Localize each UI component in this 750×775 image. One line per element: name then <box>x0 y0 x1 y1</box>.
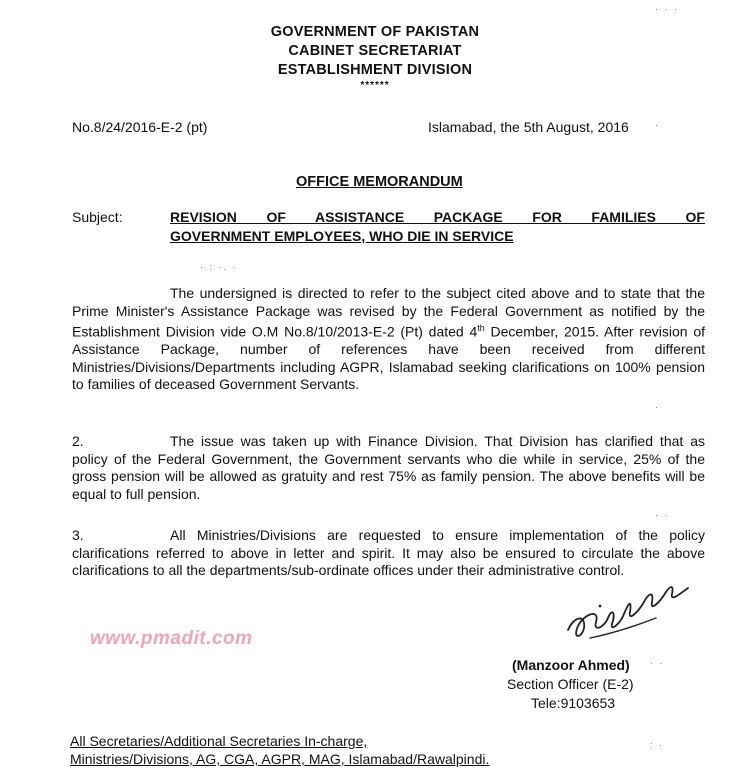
signature-image <box>560 578 700 648</box>
paragraph-1 <box>72 285 705 394</box>
signatory-telephone: Tele:9103653 <box>531 695 616 711</box>
scan-speck: · · <box>655 510 670 520</box>
signatory-name: (Manzoor Ahmed) <box>512 657 630 673</box>
scan-speck: · <box>655 402 660 412</box>
distribution-line-1: All Secretaries/Additional Secretaries In-charge, <box>70 733 368 749</box>
subject-line-2: GOVERNMENT EMPLOYEES, WHO DIE IN SERVICE <box>170 228 514 244</box>
paragraph-3 <box>72 527 705 580</box>
paragraph-1-text-start: The undersigned is directed to refer to the subject cited above and to state that the Prime Minister's Assistance Package was revised by the Federal Government as notified by the Establishment Division vide O.M No.8/10/2013-E-2 (Pt) dated 4 <box>72 285 705 340</box>
scan-speck: · : ·. · <box>200 262 238 272</box>
place-date: Islamabad, the 5th August, 2016 <box>428 119 629 135</box>
paragraph-3-number: 3. <box>72 527 84 543</box>
paragraph-1-superscript: th <box>477 323 485 333</box>
watermark-text: www.pmadit.com <box>90 628 253 649</box>
subject-line-1: REVISION OF ASSISTANCE PACKAGE FOR FAMILIES OF <box>170 209 705 225</box>
header-stars: ****** <box>360 80 390 91</box>
paragraph-1-text-end: December, 2015. After revision of Assistance Package, number of references have been received from different Ministries/Divisions/Departments including AGPR, Islamabad seeking clarifications on 100% pension to families of deceased Government Servants. <box>72 323 706 393</box>
scan-speck: · <box>655 120 660 130</box>
memo-title: OFFICE MEMORANDUM <box>296 174 463 190</box>
header-government: GOVERNMENT OF PAKISTAN <box>270 24 480 40</box>
scan-speck: · · <box>650 658 665 668</box>
signatory-designation: Section Officer (E-2) <box>507 676 634 692</box>
scan-speck: : · <box>650 740 664 750</box>
scan-speck: · · · <box>655 4 679 14</box>
header-cabinet-secretariat: CABINET SECRETARIAT <box>288 43 462 59</box>
subject-label: Subject: <box>72 209 123 225</box>
paragraph-2-text: The issue was taken up with Finance Division. That Division has clarified that as policy of the Federal Government, the Government servants who die while in service, 25% of the gross pension will be allowed as gratuity and rest 75% as family pension. The above benefits will be equal to full pension. <box>72 433 705 502</box>
header-establishment-division: ESTABLISHMENT DIVISION <box>277 62 473 78</box>
reference-number: No.8/24/2016-E-2 (pt) <box>72 119 208 135</box>
paragraph-2 <box>72 433 705 503</box>
paragraph-2-number: 2. <box>72 433 84 449</box>
distribution-line-2: Ministries/Divisions, AG, CGA, AGPR, MAG, Islamabad/Rawalpindi. <box>70 751 490 767</box>
paragraph-3-text: All Ministries/Divisions are requested to ensure implementation of the policy clarifications referred to above in letter and spirit. It may also be ensured to circulate the above clarifications to all the departments/sub-ordinate offices under their administrative control. <box>72 527 705 578</box>
